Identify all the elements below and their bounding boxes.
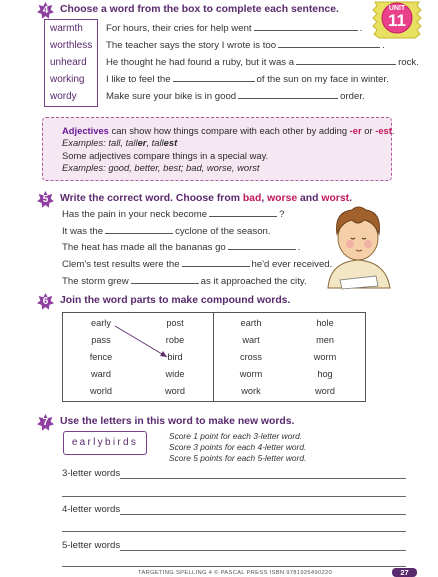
word-box-item: unheard — [50, 57, 87, 68]
answer-blank[interactable] — [278, 39, 380, 48]
answer-line[interactable] — [62, 531, 406, 532]
answer-blank[interactable] — [228, 241, 296, 250]
answer-blank[interactable] — [238, 90, 338, 99]
section-6-heading: Join the word parts to make compound words. — [60, 295, 291, 306]
answer-blank[interactable] — [131, 275, 199, 284]
word-part[interactable]: cross — [240, 352, 262, 362]
word-part[interactable]: wide — [165, 369, 185, 379]
page-number: 27 — [392, 568, 417, 577]
boy-reading-illustration — [318, 200, 398, 290]
answer-line[interactable] — [62, 496, 406, 497]
row-label-5-letter: 5-letter words — [62, 540, 121, 551]
word-part[interactable]: robe — [165, 335, 185, 345]
word-part[interactable]: worm — [239, 369, 263, 379]
answer-blank[interactable] — [296, 56, 396, 65]
adjectives-info-box — [42, 117, 395, 181]
example-join-arrow — [63, 313, 213, 401]
word-part[interactable]: ward — [91, 369, 111, 379]
word-part[interactable]: word — [165, 386, 185, 396]
word-part[interactable]: pass — [91, 335, 111, 345]
sentence-5-5: The storm grew as it approached the city. — [62, 276, 307, 287]
word-part[interactable]: men — [316, 335, 334, 345]
word-part[interactable]: hole — [316, 318, 334, 328]
answer-line[interactable] — [120, 478, 406, 479]
grid-divider — [213, 313, 214, 401]
adjectives-line-3: Some adjectives compare things in a special way. — [62, 150, 269, 161]
word-part[interactable]: fence — [89, 352, 113, 362]
row-label-3-letter: 3-letter words — [62, 468, 121, 479]
word-part[interactable]: hog — [317, 369, 333, 379]
section-7-heading: Use the letters in this word to make new words. — [60, 416, 295, 427]
word-part[interactable]: post — [166, 318, 184, 328]
word-part[interactable]: world — [90, 386, 112, 396]
section-4-heading: Choose a word from the box to complete each sentence. — [60, 4, 339, 15]
sentence-5-1: Has the pain in your neck become ? — [62, 209, 285, 220]
answer-blank[interactable] — [254, 22, 358, 31]
word-part[interactable]: bird — [167, 352, 183, 362]
sentence-5-4: Clem's test results were the he'd ever received. — [62, 259, 333, 270]
word-part[interactable]: wart — [242, 335, 260, 345]
sentence-4-2: The teacher says the story I wrote is too . — [106, 40, 385, 51]
compound-words-grid — [62, 312, 366, 402]
adjectives-line-2: Examples: tall, taller, tallest — [62, 137, 178, 148]
answer-line[interactable] — [120, 550, 406, 551]
section-5-badge: 5 — [37, 191, 54, 208]
scoring-rule: Score 5 points for each 5-letter word. — [169, 453, 307, 463]
answer-line[interactable] — [62, 566, 406, 567]
adjectives-line-1: Adjectives can show how things compare with each other by adding -er or -est. — [62, 125, 395, 136]
row-label-4-letter: 4-letter words — [62, 504, 121, 515]
sentence-4-1: For hours, their cries for help went . — [106, 23, 363, 34]
adjectives-line-4: Examples: good, better, best; bad, worse, worst — [62, 162, 260, 173]
word-part[interactable]: word — [315, 386, 335, 396]
section-7-badge: 7 — [37, 414, 54, 431]
answer-blank[interactable] — [209, 208, 277, 217]
answer-line[interactable] — [120, 514, 406, 515]
sentence-4-4: I like to feel the of the sun on my face in winter. — [106, 74, 389, 85]
section-6-badge: 6 — [37, 293, 54, 310]
unit-badge — [371, 0, 423, 40]
unit-label: UNIT — [388, 5, 406, 12]
sentence-4-5: Make sure your bike is in good order. — [106, 91, 365, 102]
answer-blank[interactable] — [173, 73, 255, 82]
word-box-item: warmth — [50, 23, 83, 34]
scoring-rule: Score 1 point for each 3-letter word. — [169, 431, 303, 441]
word-box-item: working — [50, 74, 85, 85]
word-part[interactable]: earth — [240, 318, 262, 328]
sentence-4-3: He thought he had found a ruby, but it was a rock. — [106, 57, 419, 68]
word-part[interactable]: early — [91, 318, 111, 328]
sentence-5-3: The heat has made all the bananas go . — [62, 242, 301, 253]
word-box-item: wordy — [50, 91, 77, 102]
answer-blank[interactable] — [182, 258, 250, 267]
section-4-badge: 4 — [37, 2, 54, 19]
answer-blank[interactable] — [105, 225, 173, 234]
word-part[interactable]: work — [241, 386, 261, 396]
word-box-item: worthless — [50, 40, 93, 51]
section-5-heading: Write the correct word. Choose from bad, worse and worst. — [60, 193, 352, 204]
footer-text: TARGETING SPELLING 4 © PASCAL PRESS ISBN 9781925490220 — [138, 570, 333, 576]
word-part[interactable]: worm — [313, 352, 337, 362]
scoring-rule: Score 3 points for each 4-letter word. — [169, 442, 307, 452]
word-box — [44, 19, 98, 107]
unit-number: 11 — [388, 11, 406, 30]
sentence-5-2: It was the cyclone of the season. — [62, 226, 271, 237]
source-word-box: earlybirds — [63, 431, 147, 455]
